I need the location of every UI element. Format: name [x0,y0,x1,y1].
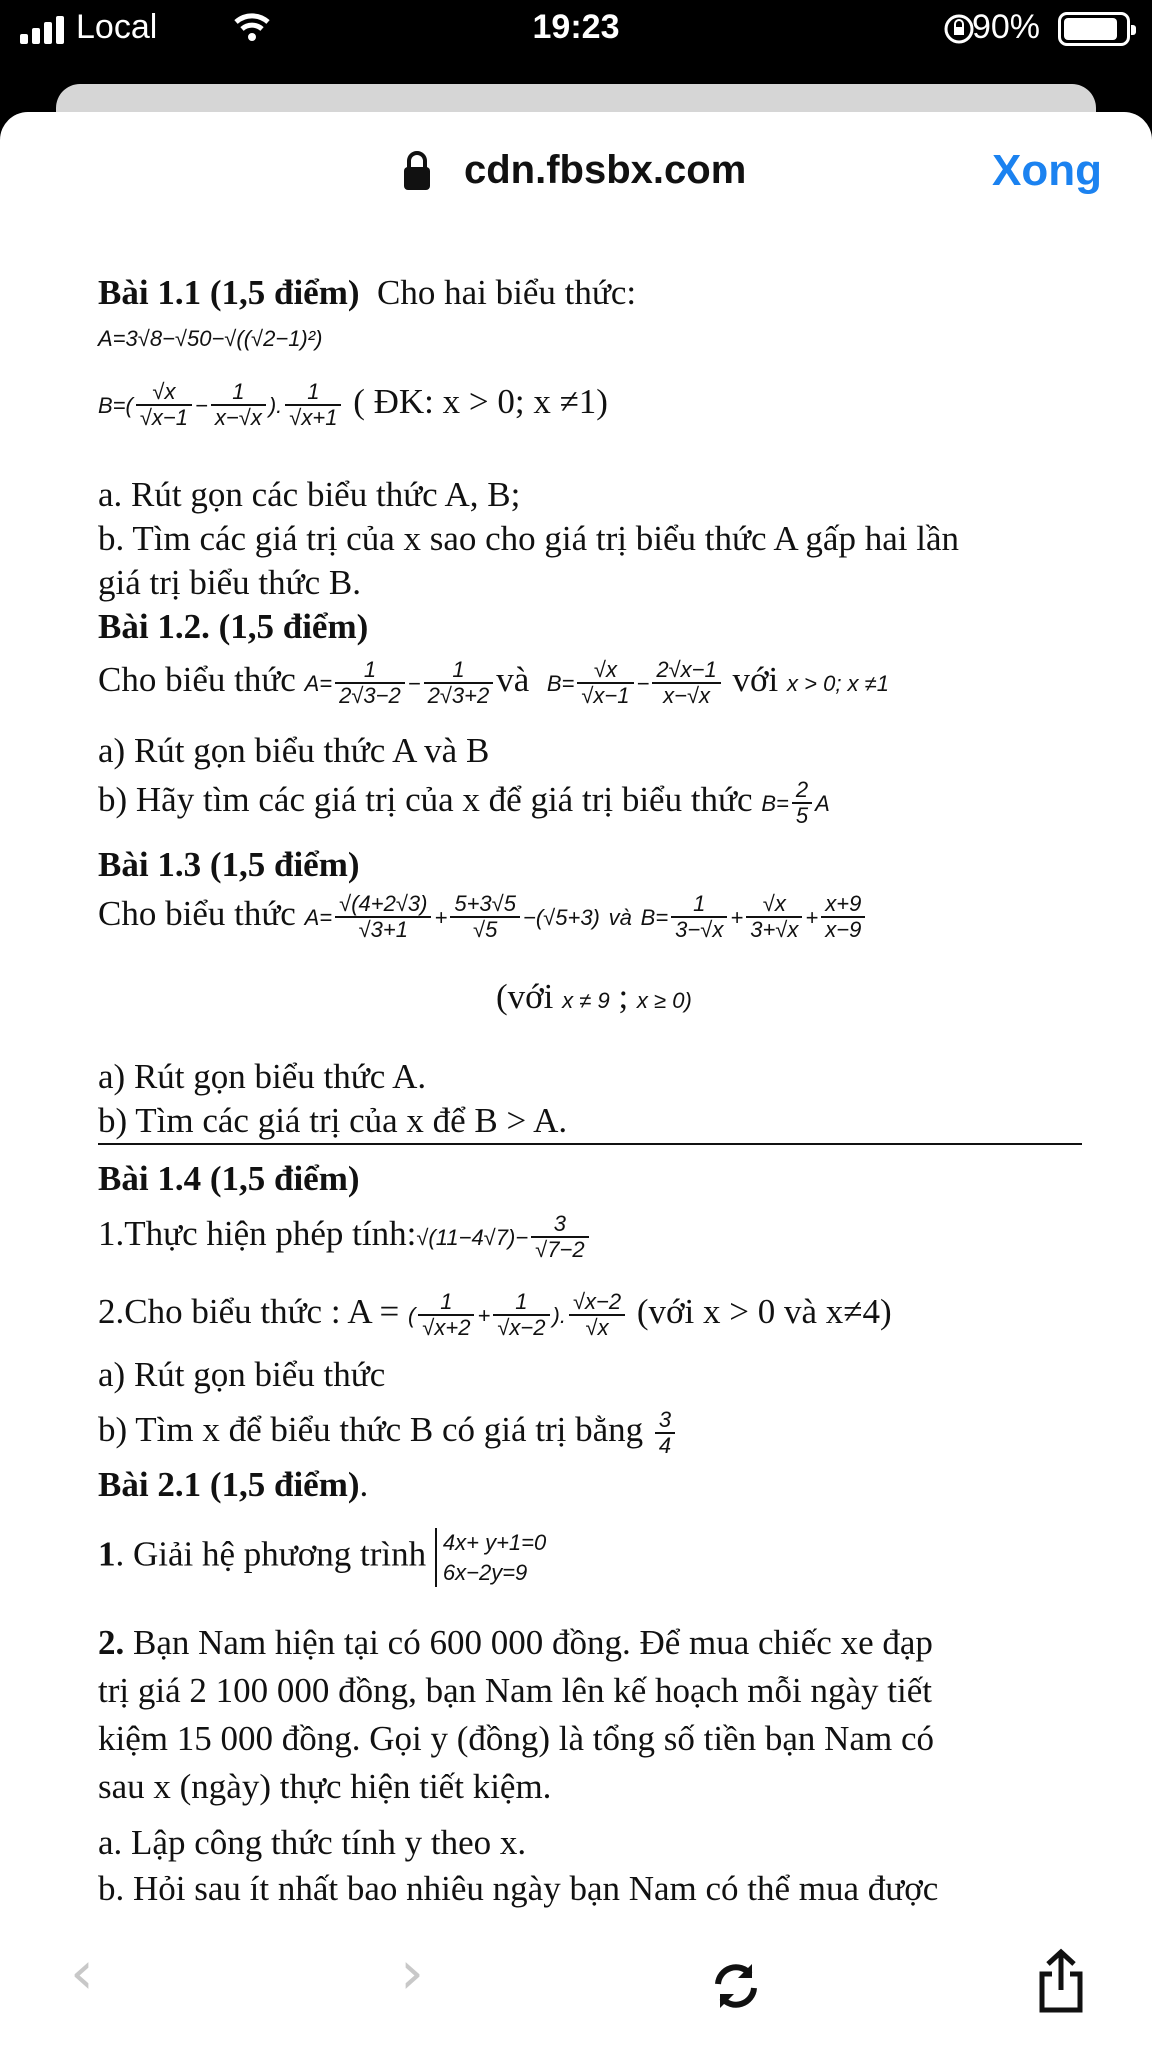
clock: 19:23 [532,8,620,46]
text-line: Cho hai biểu thức: [377,273,637,312]
lock-rotation-icon [942,12,976,46]
problem-title: Bài 1.4 (1,5 điểm) [98,1159,360,1198]
text-line: kiệm 15 000 đồng. Gọi y (đồng) là tổng số tiền bạn Nam có [98,1719,934,1758]
condition-text: ( ĐK: x > 0; x ≠1) [353,382,608,422]
formula-line-4b: 2.Cho biểu thức : A = ( $\frac{1}{√x+2}$ + $\frac{1}{√x-2}$ ). $\frac{√x-2}{√x}$ (với x > 0 và x≠4) [98,1289,892,1341]
text-line: b) Hãy tìm các giá trị của x để giá trị biểu thức B= $\frac{2}{5}$ A [98,777,830,829]
text-line: a) Rút gọn biểu thức A và B [98,731,490,770]
battery-icon [1058,12,1130,46]
address-bar[interactable] [0,112,1152,232]
text-line: a. Lập công thức tính y theo x. [98,1823,527,1862]
text-line: a. Rút gọn các biểu thức A, B; [98,475,521,514]
formula-a1: A=3√8−√50−√((√2−1)²) [98,326,323,351]
text-line: sau x (ngày) thực hiện tiết kiệm. [98,1767,552,1806]
bottom-toolbar [0,1938,1152,2048]
text-line: 2. Bạn Nam hiện tại có 600 000 đồng. Để mua chiếc xe đạp [98,1623,933,1662]
url-text[interactable]: cdn.fbsbx.com [464,148,747,192]
formula-line-5: 1. Giải hệ phương trình 4x+ y+1=0 6x−2y=9 [98,1528,546,1587]
carrier-label: Local [76,8,158,46]
status-bar [0,0,1152,64]
text-line: b) Tìm x để biểu thức B có giá trị bằng $\frac{3}{4}$ [98,1408,678,1458]
done-button[interactable]: Xong [992,146,1102,195]
text-line: giá trị biểu thức B. [98,563,361,602]
text-line: trị giá 2 100 000 đồng, bạn Nam lên kế hoạch mỗi ngày tiết [98,1671,932,1710]
forward-icon[interactable]: › [400,1938,424,2008]
text-line: b. Tìm các giá trị của x sao cho giá trị biểu thức A gấp hai lần [98,519,959,558]
formula-line-3: Cho biểu thức A= $\frac{√(4+2√3)}{√3+1}$ + $\frac{5+3√5}{√5}$ −(√5+3) và B= $\frac{1}{3-√x}$ + $\frac{√x}{3+√x}$ + $\frac{x+9}{x-9}$ [98,892,868,942]
formula-line-4a: 1.Thực hiện phép tính:√(11−4√7)− $\frac{3}{√7-2}$ [98,1212,592,1262]
padlock-icon [402,148,432,192]
text-line: a) Rút gọn biểu thức [98,1355,386,1394]
text-line: a) Rút gọn biểu thức A. [98,1057,427,1096]
text-line: b. Hỏi sau ít nhất bao nhiêu ngày bạn Nam có thể mua được [98,1869,939,1908]
formula-line-2: Cho biểu thức A= $\frac{1}{2√3-2}$ − $\frac{1}{2√3+2}$ và B= $\frac{√x}{√x-1}$ − $\frac{2√x-1}{x-√x}$ với x > 0; x ≠1 [98,657,889,709]
problem-title: Bài 2.1 (1,5 điểm). [98,1465,369,1504]
share-icon[interactable] [1036,1948,1086,2014]
battery-percent: 90% [971,8,1040,46]
text-line: b) Tìm các giá trị của x để B > A. [98,1101,568,1140]
condition-text: (với x ≠ 9 ; x ≥ 0) [496,977,692,1016]
divider [98,1143,1082,1145]
problem-title: Bài 1.2. (1,5 điểm) [98,607,369,646]
back-icon[interactable]: ‹ [70,1938,94,2008]
problem-title: Bài 1.1 (1,5 điểm) [98,273,360,312]
problem-title: Bài 1.3 (1,5 điểm) [98,845,360,884]
reload-icon[interactable] [706,1956,766,2016]
formula-b1: B=( $\frac{√x}{√x-1}$ − $\frac{1}{x-√x}$ ). $\frac{1}{√x+1}$ ( ĐK: x > 0; x ≠1) [98,379,608,431]
